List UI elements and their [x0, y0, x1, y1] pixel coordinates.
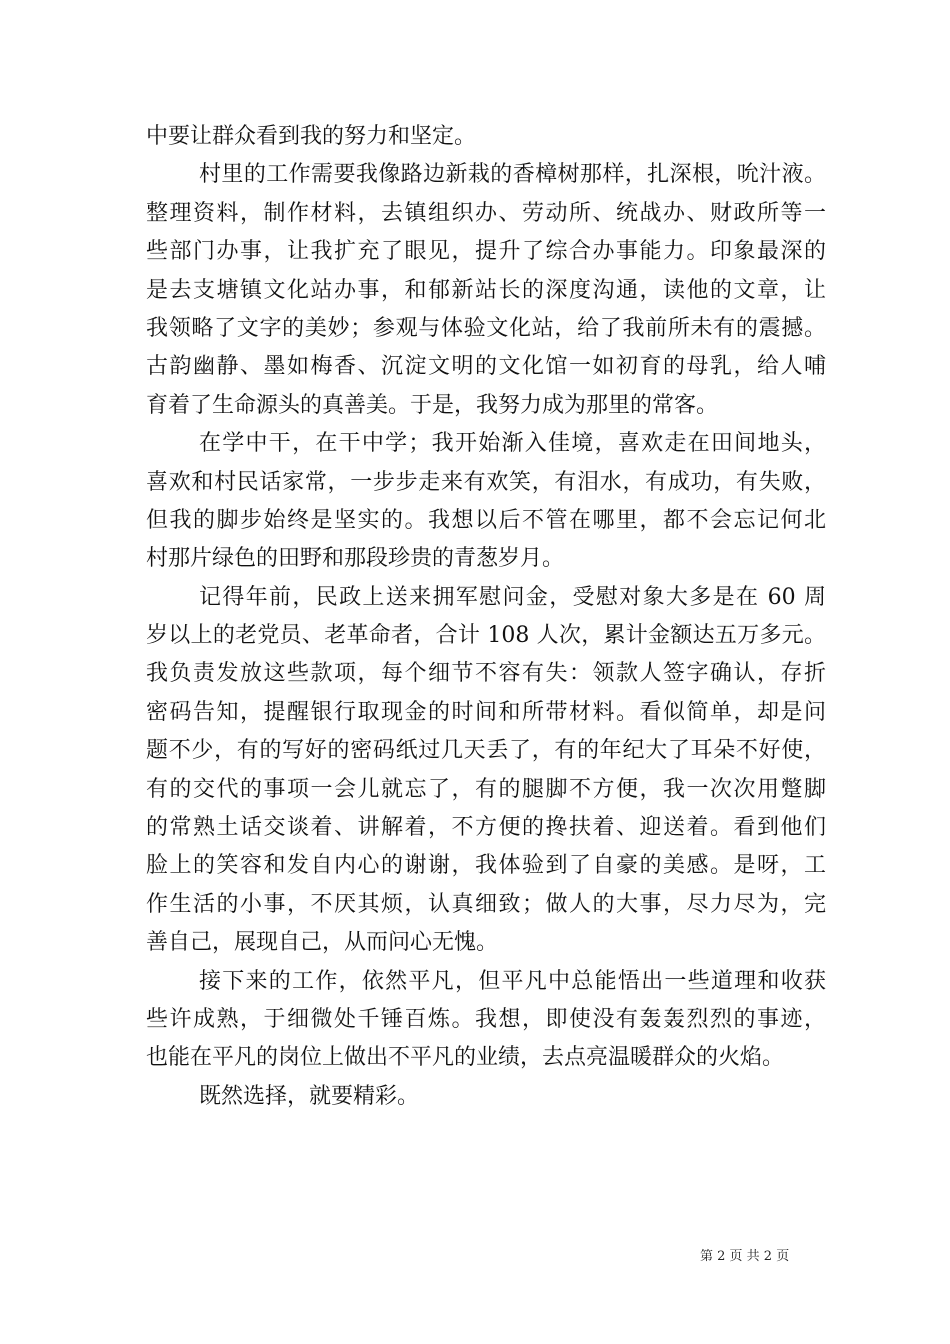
text-line: 古韵幽静、墨如梅香、沉淀文明的文化馆一如初育的母乳，给人哺 [146, 354, 826, 380]
text-line: 村那片绿色的田野和那段珍贵的青葱岁月。 [146, 546, 565, 572]
paragraph [146, 156, 826, 425]
text-line: 些许成熟，于细微处千锤百炼。我想，即使没有轰轰烈烈的事迹， [146, 1006, 826, 1032]
text-line: 整理资料，制作材料，去镇组织办、劳动所、统战办、财政所等一 [146, 200, 826, 226]
text-line: 但我的脚步始终是坚实的。我想以后不管在哪里，都不会忘记何北 [146, 507, 826, 533]
text-line: 是去支塘镇文化站办事，和郁新站长的深度沟通，读他的文章，让 [146, 277, 826, 303]
text-line: 育着了生命源头的真善美。于是，我努力成为那里的常客。 [146, 392, 719, 418]
text-line: 题不少，有的写好的密码纸过几天丢了，有的年纪大了耳朵不好使， [146, 738, 826, 764]
paragraph [146, 118, 826, 156]
text-line: 有的交代的事项一会儿就忘了，有的腿脚不方便，我一次次用蹩脚 [146, 776, 826, 802]
paragraph [146, 1078, 826, 1116]
text-line: 我负责发放这些款项，每个细节不容有失：领款人签字确认，存折 [146, 661, 826, 687]
text-line: 也能在平凡的岗位上做出不平凡的业绩，去点亮温暖群众的火焰。 [146, 1045, 785, 1071]
text-line: 中要让群众看到我的努力和坚定。 [146, 124, 477, 149]
text-line: 村里的工作需要我像路边新栽的香樟树那样，扎深根，吮汁液。 [199, 162, 826, 188]
text-line: 的常熟土话交谈着、讲解着，不方便的搀扶着、迎送着。看到他们 [146, 815, 826, 841]
paragraph [146, 425, 826, 579]
text-line: 密码告知，提醒银行取现金的时间和所带材料。看似简单，却是问 [146, 699, 826, 725]
paragraph [146, 963, 826, 1078]
body-text [146, 118, 826, 1116]
text-line: 作生活的小事，不厌其烦，认真细致；做人的大事，尽力尽为，完 [146, 891, 826, 917]
text-line: 喜欢和村民话家常，一步步走来有欢笑，有泪水，有成功，有失败， [146, 469, 826, 495]
text-line: 岁以上的老党员、老革命者，合计 108 人次，累计金额达五万多元。 [146, 623, 826, 649]
text-line: 既然选择，就要精彩。 [199, 1083, 420, 1109]
text-line: 记得年前，民政上送来拥军慰问金，受慰对象大多是在 60 周 [199, 584, 826, 610]
text-line: 善自己，展现自己，从而问心无愧。 [146, 930, 499, 956]
page-indicator: 第 2 页 共 2 页 [700, 1249, 790, 1264]
text-line: 些部门办事，让我扩充了眼见，提升了综合办事能力。印象最深的 [146, 239, 826, 265]
text-line: 在学中干，在干中学；我开始渐入佳境，喜欢走在田间地头， [199, 431, 826, 457]
text-line: 我领略了文字的美妙；参观与体验文化站，给了我前所未有的震撼。 [146, 315, 826, 341]
text-line: 脸上的笑容和发自内心的谢谢，我体验到了自豪的美感。是呀，工 [146, 853, 826, 879]
paragraph [146, 579, 826, 963]
text-line: 接下来的工作，依然平凡，但平凡中总能悟出一些道理和收获 [199, 968, 826, 994]
